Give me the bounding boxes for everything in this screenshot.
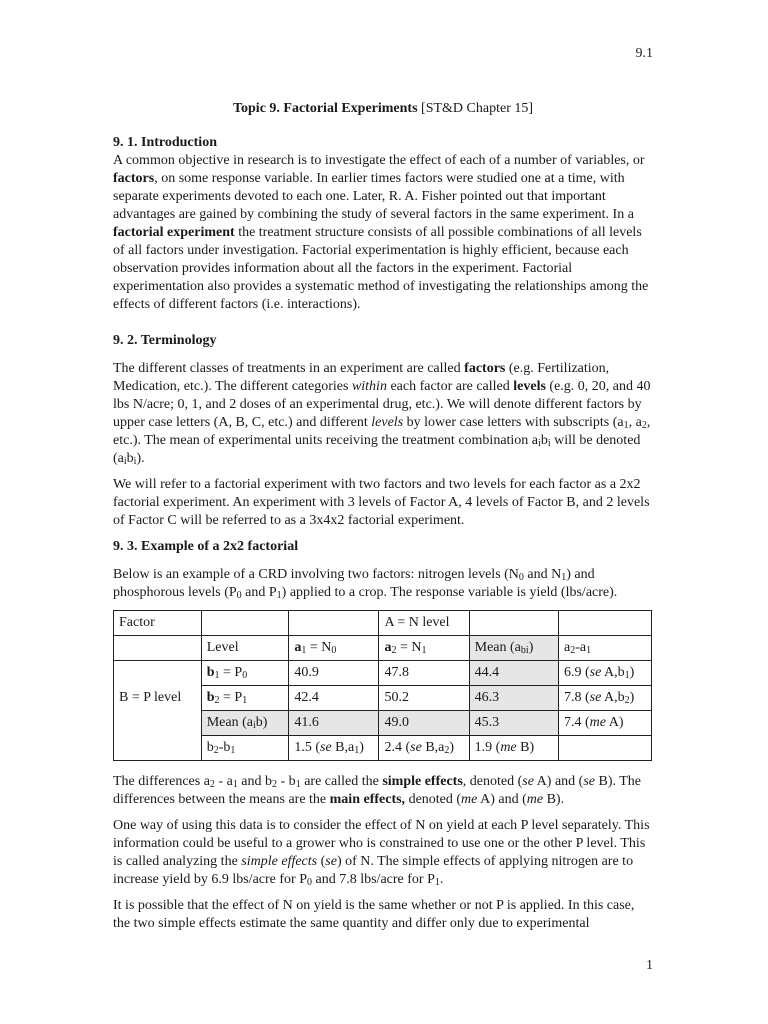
- table-cell: $a_2-a_1$: [558, 636, 651, 661]
- title-main: Topic 9. Factorial Experiments: [232, 101, 418, 116]
- table-row: [114, 686, 652, 711]
- terminology-paragraph-2: We will refer to a factorial experiment with two factors and two levels for each factor as a 2x2 factorial experiment. An experiment with 3 levels of Factor A, 4 levels of Factor B, and 2 levels of Factor C will be referred to as a 3x4x2 factorial experiment.: [113, 477, 650, 528]
- table-cell: [558, 611, 651, 636]
- table-cell: [558, 736, 651, 761]
- table-cell: [114, 661, 202, 686]
- terminology-paragraph-1: The different classes of treatments in an experiment are called factors (e.g. Fertilization, Medication, etc.). The different categories within each factor are called levels (e.g. 0, 20, and 40 lbs N/acre; 0, 1, and 2 doses of an experimental drug, etc.). We will denote different factors by upper case letters (A, B, C, etc.) and different levels by lower case letters with subscripts ($a_1$, $a_2$, etc.). The mean of experimental units receiving the treatment combination $a_ib_i$ will be denoted $(a_ib_i)$.: [113, 361, 651, 467]
- table-cell: 7.4 (me A): [558, 711, 651, 736]
- table-cell: 50.2: [379, 686, 469, 711]
- table-cell: 7.8 (se $A,b_2$): [558, 686, 651, 711]
- table-cell: 2.4 (se $B,a_2$): [379, 736, 469, 761]
- table-cell: $b_2 = P_1$: [201, 686, 289, 711]
- table-cell: [289, 611, 379, 636]
- page-number-top: 9.1: [635, 46, 653, 61]
- table-cell: Mean $(a_{bi})$: [469, 636, 558, 661]
- page-number-bottom: 1: [646, 958, 653, 973]
- table-cell: [114, 736, 202, 761]
- table-row: [114, 711, 652, 736]
- table-cell: 6.9 (se $A,b_1$): [558, 661, 651, 686]
- example-paragraph: Below is an example of a CRD involving two factors: nitrogen levels ($N_0$ and $N_1$) and phosphorous levels ($P_0$ and $P_1$) applied to a crop. The response variable is yield (lbs/acre).: [113, 567, 618, 601]
- table-cell: [114, 636, 202, 661]
- table-row: [114, 736, 652, 761]
- table-cell: [469, 611, 558, 636]
- table-cell: 44.4: [469, 661, 558, 686]
- table-cell: Mean $(a_ib)$: [201, 711, 289, 736]
- table-row: [114, 611, 652, 636]
- table-cell: 1.9 (me B): [469, 736, 558, 761]
- title-reference: [ST&D Chapter 15]: [417, 101, 534, 116]
- table-cell: 40.9: [289, 661, 379, 686]
- table-cell: $b_1 = P_0$: [201, 661, 289, 686]
- analysis-paragraph: One way of using this data is to consider the effect of N on yield at each P level separately. This information could be useful to a grower who is constrained to use one or the other P level. This is called analyzing the simple effects (se) of N. The simple effects of applying nitrogen are to increase yield by 6.9 lbs/acre for $P_0$ and 7.8 lbs/acre for $P_1$.: [113, 818, 650, 888]
- table-cell: B = P level: [114, 686, 202, 711]
- table-cell: 42.4: [289, 686, 379, 711]
- table-cell: Factor: [114, 611, 202, 636]
- table-cell: $a_1 = N_0$: [289, 636, 379, 661]
- table-cell: 45.3: [469, 711, 558, 736]
- document-body: [113, 100, 653, 941]
- table-cell: Level: [201, 636, 289, 661]
- table-cell: [201, 611, 289, 636]
- table-cell: [114, 711, 202, 736]
- closing-paragraph: It is possible that the effect of N on yield is the same whether or not P is applied. In this case, the two simple effects estimate the same quantity and differ only due to experimental: [113, 898, 635, 931]
- table-cell: 41.6: [289, 711, 379, 736]
- table-cell: $a_2 = N_1$: [379, 636, 469, 661]
- table-cell: 47.8: [379, 661, 469, 686]
- table-cell: 1.5 (se $B,a_1$): [289, 736, 379, 761]
- factorial-table: [113, 610, 652, 761]
- introduction-paragraph: A common objective in research is to investigate the effect of each of a number of variables, or factors, on some response variable. In earlier times factors were studied one at a time, with separate experiments devoted to each one. Later, R. A. Fisher pointed out that important advantages are gained by combining the study of several factors in the same experiment. In a factorial experiment the treatment structure consists of all possible combinations of all levels of all factors under investigation. Factorial experimentation is highly efficient, because each observation provides information about all the factors in the experiment. Factorial experimentation also provides a systematic method of investigating the relationships among the effects of different factors (i.e. interactions).: [113, 153, 649, 312]
- table-row: [114, 661, 652, 686]
- table-row: [114, 636, 652, 661]
- table-cell: $b_2-b_1$: [201, 736, 289, 761]
- section-heading-example: 9. 3. Example of a 2x2 factorial: [113, 539, 299, 554]
- table-cell: 46.3: [469, 686, 558, 711]
- page-title: [113, 100, 653, 118]
- table-cell: 49.0: [379, 711, 469, 736]
- section-heading-introduction: 9. 1. Introduction: [113, 135, 217, 150]
- table-cell: A = N level: [379, 611, 469, 636]
- simple-effects-paragraph: The differences $a_2 - a_1$ and $b_2 - b_1$ are called the simple effects, denoted (se A) and (se B). The differences between the means are the main effects, denoted (me A) and (me B).: [113, 774, 642, 807]
- section-heading-terminology: 9. 2. Terminology: [113, 333, 217, 348]
